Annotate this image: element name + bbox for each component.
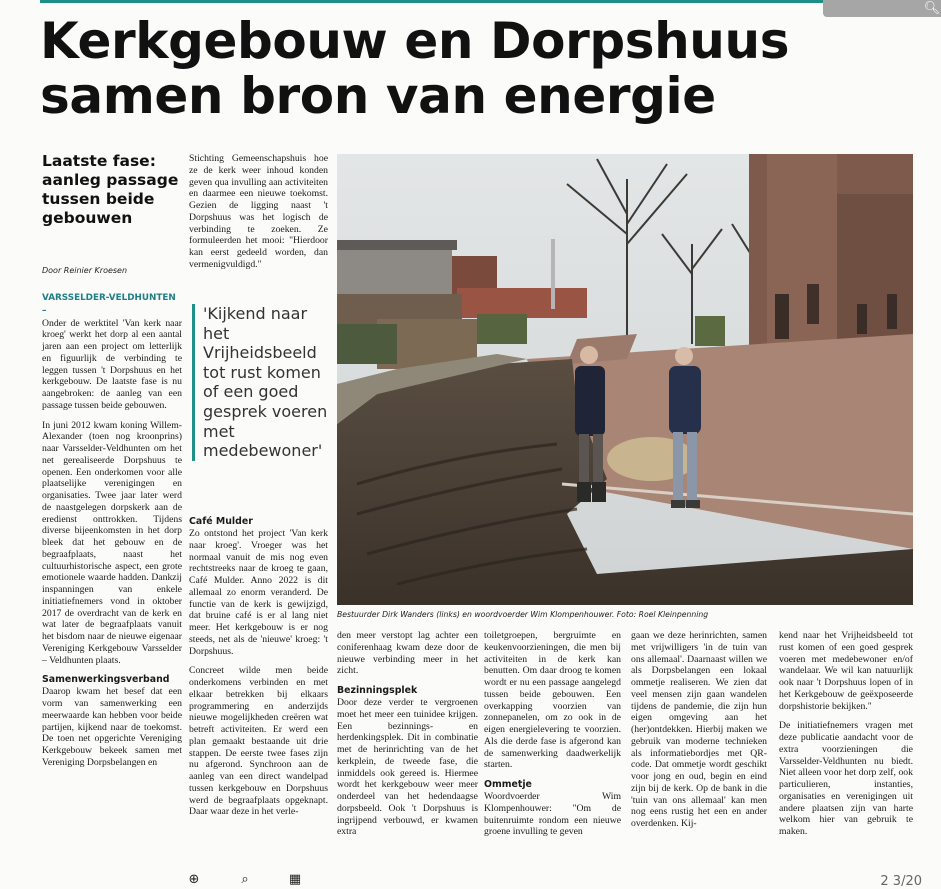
paragraph-bezinningsplek: Door deze verder te vergroenen moet het meer een tuinidee krijgen. Een bezinnings- en herdenkingsplek. Dit in combinatie met de herinrichting van de het kerkplein, de tweede fase, die inmiddels ook gereed is. Hiermee wordt het kerkgebouw weer meer onderdeel van het hedendaagse dorpsbeeld. Ook 't Dorpshuus is ingrijpend verbouwd, er kwamen extra: [337, 697, 478, 838]
paragraph-intro: [42, 292, 182, 412]
photo-illustration: [337, 154, 913, 605]
article-column-5: [631, 630, 767, 838]
article-column-2-bottom: [189, 514, 328, 826]
article-column-2-top: [189, 153, 328, 279]
grid-icon[interactable]: ▦: [288, 872, 302, 887]
article-subhead: Laatste fase: aanleg passage tussen beide gebouwen: [42, 152, 179, 227]
section-heading-samenwerking: Samenwerkingsverband: [42, 674, 170, 686]
section-heading-cafe-mulder: Café Mulder: [189, 516, 253, 527]
paragraph-concreet: Concreet wilde men beide onderkomens verbinden en met elkaar betrekken bij elkaars programmering en anderzijds nieuwe mogelijkheden creëren wat betreft activiteiten. Er werd een plan gemaakt bestaande uit drie stappen. De eerste twee fases zijn nu afgerond. Synchroon aan de aanleg van een direct wandelpad tussen kerkgebouw en Dorpshuus werd de begraafplaats opgeknapt. Daar waar deze in het verle-: [189, 665, 328, 818]
paragraph-toiletgroepen: toiletgroepen, bergruimte en keukenvoorzieningen, die men bij activiteiten in de kerk kan benutten. Om daar droog te komen wordt er nu een passage aangelegd tussen beide gebouwen. Een overkapping voorzien van zonnepanelen, om zo ook in de eigen energielevering te voorzien. Als die derde fase is afgerond kan de samenwerking daadwerkelijk starten.: [484, 630, 621, 771]
paragraph-samenwerking: Daarop kwam het besef dat een vorm van samenwerking een meerwaarde kan hebben voor beide partijen, kijkend naar de toekomst. De toen net opgerichte Vereniging Kerkgebouw bekeek samen met Vereniging Dorpsbelangen en: [42, 686, 182, 768]
top-accent-bar: [40, 0, 913, 3]
article-column-1: [42, 292, 182, 777]
photo-caption: Bestuurder Dirk Wanders (links) en woordvoerder Wim Klompenhouwer. Foto: Roel Kleinpenning: [337, 610, 709, 619]
paragraph-cafe-mulder: Zo ontstond het project 'Van kerk naar kroeg'. Vroeger was het normaal vanuit de mis nog even rechtstreeks naar de kroeg te gaan, Café Mulder. Anno 2022 is dit allemaal zo enorm veranderd. De functie van de kerk is gewijzigd, dat bruine café is er al lang niet meer. Het kerkgebouw is er nog steeds, net als de 'nieuwe' kroeg: 't Dorpshuus.: [189, 528, 328, 657]
paragraph-intro-text: Onder de werktitel 'Van kerk naar kroeg' werkt het dorp al een aantal jaren aan een project om letterlijk en figuurlijk de verbinding te leggen tussen 't Dorpshuus en het kerkgebouw. De laatste fase is nu aangebroken: de aanleg van een passage tussen beide gebouwen.: [42, 317, 182, 411]
section-heading-bezinningsplek: Bezinningsplek: [337, 685, 418, 696]
paragraph-herinrichten: gaan we deze herinrichten, samen met vrijwilligers 'in de tuin van ons allemaal'. Daarnaast willen we als Dorpsbelangen een lokaal ommetje realiseren. We zien dat veel mensen zijn gaan wandelen tijdens de pandemie, die zijn hun eigen omgeving aan het (her)ontdekken. Hierbij maken we gebruik van moderne technieken als informatiebordjes met QR-code. Dat ommetje wordt geschikt voor jong en oud, begin en eind zijn bij de kerk. Op de bank in die 'tuin van ons allemaal' kan men nog eens rustig het een en ander overdenken. Kij-: [631, 630, 767, 829]
article-headline: [40, 14, 920, 124]
article-byline: Door Reinier Kroesen: [42, 266, 128, 275]
paragraph-initiatiefnemers: De initiatiefnemers vragen met deze publicatie aandacht voor de extra voorzieningen die Varsselder-Veldhunten nu biedt. Niet alleen voor het dorp zelf, ook particulieren, instanties, organisaties en verenigingen uit andere plaatsen zijn van harte welkom hier van gebruik te maken.: [779, 720, 913, 837]
article-column-6: [779, 630, 913, 846]
dateline: VARSSELDER-VELDHUNTEN –: [42, 293, 176, 316]
headline-line-1: Kerkgebouw en Dorpshuus: [40, 12, 790, 70]
zoom-in-icon[interactable]: ⊕: [188, 872, 200, 887]
paragraph-vrijheidsbeeld: kend naar het Vrijheidsbeeld tot rust komen of een goed gesprek voeren met medebewoner en/of wandelaar. We wil kan natuurlijk ook naar 't Dorpshuus lopen of in het Kerkgebouw de geëxposeerde dorpshistorie bekijken.": [779, 630, 913, 712]
search-icon[interactable]: 🔍︎: [923, 1, 941, 16]
paragraph-coniferenhaag: den meer verstopt lag achter een coniferenhaag kwam deze door de nieuwe verbinding meer in het zicht.: [337, 630, 478, 677]
pull-quote: 'Kijkend naar het Vrijheidsbeeld tot rust komen of een goed gesprek voeren met medebewoner': [192, 304, 335, 461]
headline-line-2: samen bron van energie: [40, 67, 716, 125]
paragraph-ommetje: Woordvoerder Wim Klompenhouwer: "Om de buitenruimte rondom een nieuwe groene invulling te geven: [484, 791, 621, 838]
viewer-toolbar: [0, 870, 941, 889]
search-icon[interactable]: ⌕: [241, 872, 249, 887]
article-column-4: [484, 630, 621, 846]
paragraph-stichting: Stichting Gemeenschapshuis hoe ze de kerk weer inhoud konden geven qua invulling aan activiteiten en daarmee een nieuwe toekomst. Gezien de ligging naast 't Dorpshuus was het logisch de verbinding te zoeken. Ze formuleerden het mooi: "Hierdoor kan eerst gedeeld worden, dan vermenigvuldigd.": [189, 153, 328, 270]
section-heading-ommetje: Ommetje: [484, 779, 532, 790]
paragraph-history: In juni 2012 kwam koning Willem-Alexander (toen nog kroonprins) naar Varsselder-Veldhunten om het net gerealiseerde Dorpshuus te openen. Een onderkomen voor alle plaatselijke verenigingen en organisaties. Twee jaar later werd de naastgelegen dorpskerk aan de eredienst onttrokken. Tijdens diverse bijeenkomsten in het dorp bleek dat het gebouw en de begraafplaats, naast het cultuurhistorische aspect, een grote emotionele waarde hadden. Dankzij inspanningen van enkele initiatiefnemers vond in oktober 2017 de overdracht van de kerk en wat later de begraafplaats vanuit het bisdom naar de nieuwe eigenaar Vereniging Kerkgebouw Varsselder – Veldhunten plaats.: [42, 419, 182, 666]
page-indicator: 2 3/20: [880, 874, 922, 889]
article-column-3: [337, 630, 478, 846]
article-photo: [337, 154, 913, 605]
